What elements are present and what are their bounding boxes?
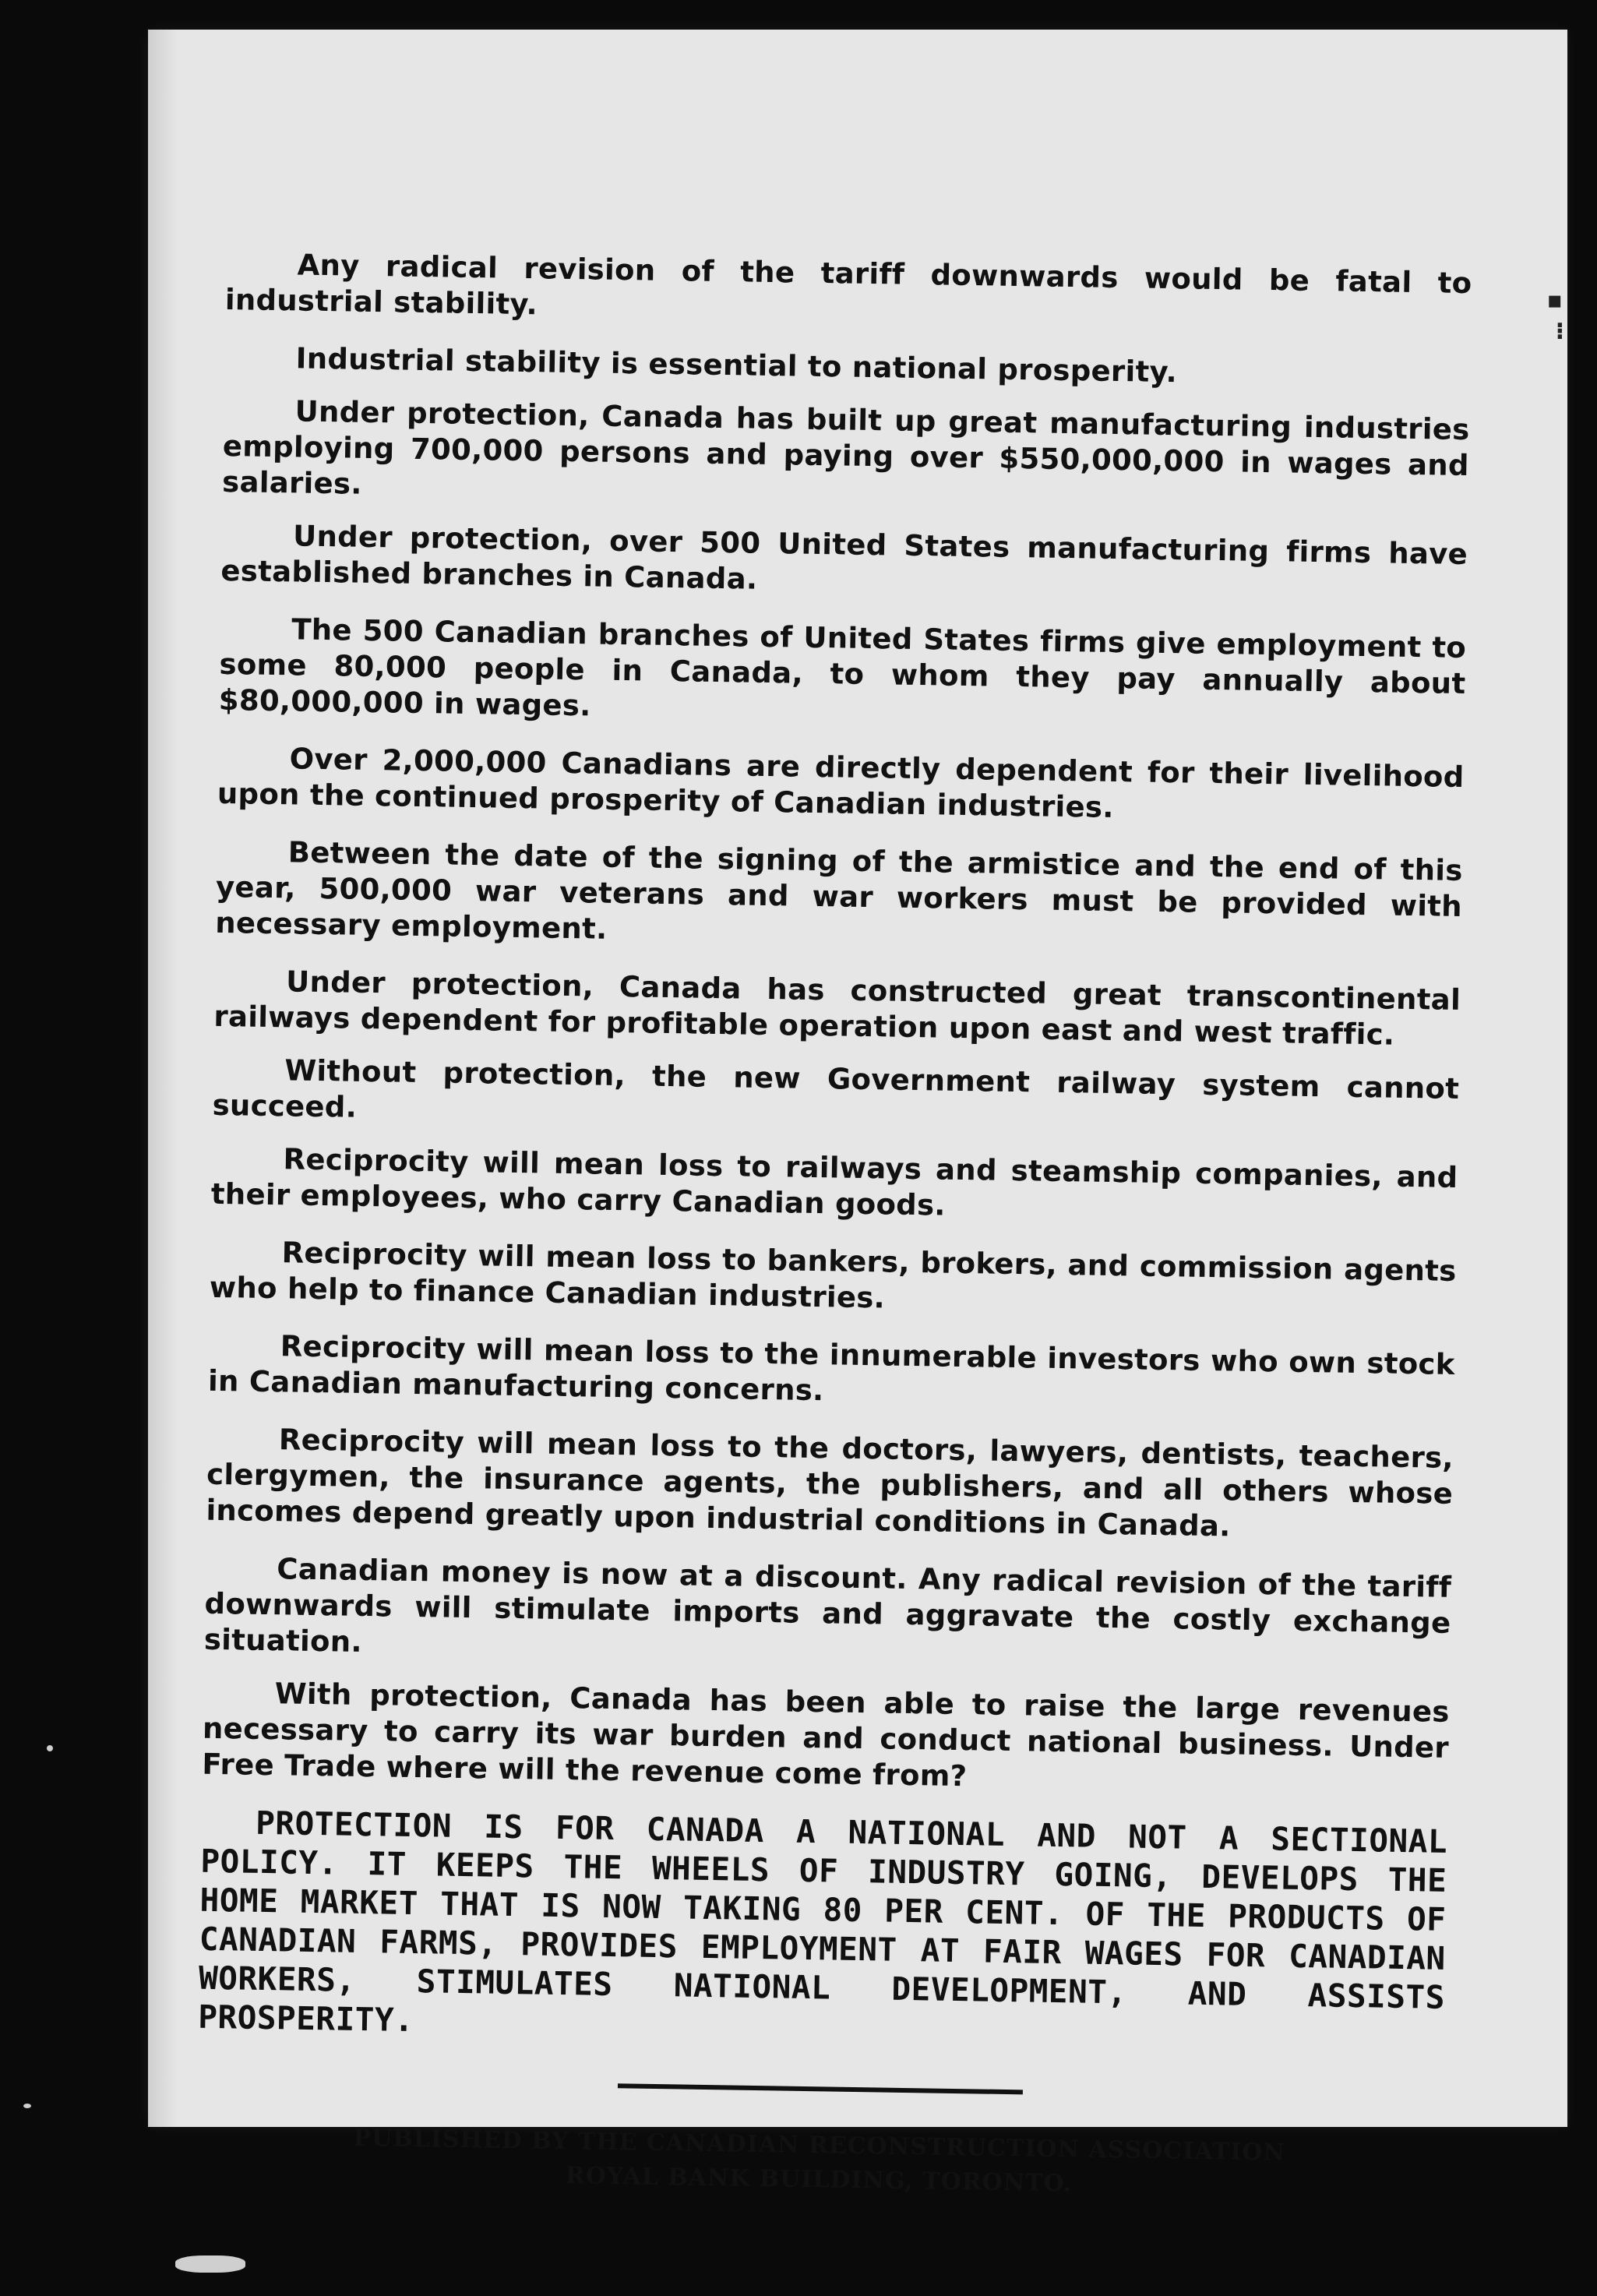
edge-mark: ▪ — [1546, 287, 1563, 314]
paragraph: The 500 Canadian branches of United States firms give employment to some 80,000 people in Canada, to whom they pay annually about $80,000,000 in wages. — [218, 612, 1467, 723]
publisher-line: PUBLISHED BY THE CANADIAN RECONSTRUCTION ASSOCIATION — [353, 2124, 1286, 2167]
paragraph: Any radical revision of the tariff downwards would be fatal to industrial stability. — [224, 248, 1472, 322]
paragraph: With protection, Canada has been able to raise the large revenues necessary to carry its war burden and conduct national business. Under Free Trade where will the revenue come from? — [202, 1677, 1450, 1793]
paragraph: Over 2,000,000 Canadians are directly dependent for their livelihood upon the continued prosperity of Canadian industries. — [217, 742, 1465, 824]
paragraph: Under protection, Canada has constructed great transcontinental railways dependent for profitable operation upon east and west traffic. — [213, 965, 1461, 1052]
paragraph: Under protection, over 500 United States manufacturing firms have established branches in Canada. — [220, 519, 1468, 596]
publisher-address: ROYAL BANK BUILDING, TORONTO. — [565, 2162, 1073, 2198]
scan-speck — [47, 1745, 53, 1751]
paragraph: Between the date of the signing of the armistice and the end of this year, 500,000 war veterans and war workers must be provided with necessary employment. — [215, 835, 1463, 946]
paragraph: Under protection, Canada has built up great manufacturing industries employing 700,000 persons and paying over $550,000,000 in wages and salaries. — [221, 394, 1470, 501]
paragraph: Reciprocity will mean loss to the doctors, lawyers, dentists, teachers, clergymen, the insurance agents, the publishers, and all others whose incomes depend greatly upon industrial conditions in Canada. — [206, 1423, 1454, 1543]
document-body — [196, 246, 1472, 2207]
scan-speck — [23, 2104, 31, 2108]
closing-statement: PROTECTION IS FOR CANADA A NATIONAL AND NOT A SECTIONAL POLICY. IT KEEPS THE WHEELS OF INDUSTRY GOING, DEVELOPS THE HOME MARKET THAT IS NOW TAKING 80 PER CENT. OF THE PRODUCTS OF CANADIAN FARMS, PROVIDES EMPLOYMENT AT FAIR WAGES FOR CANADIAN WORKERS, STIMULATES NATIONAL DEVELOPMENT, AND ASSISTS PROSPERITY. — [197, 1804, 1448, 2040]
page-edge-shadow — [148, 30, 178, 2127]
edge-mark: ⁝ — [1555, 318, 1564, 345]
document-page — [148, 30, 1567, 2198]
paragraph: Without protection, the new Government railway system cannot succeed. — [212, 1053, 1460, 1124]
paragraph: Reciprocity will mean loss to railways and steamship companies, and their employees, who carry Canadian goods. — [210, 1142, 1458, 1222]
paragraph: Reciprocity will mean loss to the innumerable investors who own stock in Canadian manufacturing concerns. — [207, 1329, 1455, 1408]
paragraph: Reciprocity will mean loss to bankers, brokers, and commission agents who help to finance Canadian industries. — [209, 1236, 1457, 1315]
paragraph: Canadian money is now at a discount. Any radical revision of the tariff downwards will stimulate imports and aggravate the costly exchange situation. — [203, 1552, 1452, 1659]
divider-rule — [618, 2083, 1023, 2094]
scan-speck — [175, 2255, 245, 2273]
paragraph: Industrial stability is essential to national prosperity. — [295, 341, 1178, 390]
